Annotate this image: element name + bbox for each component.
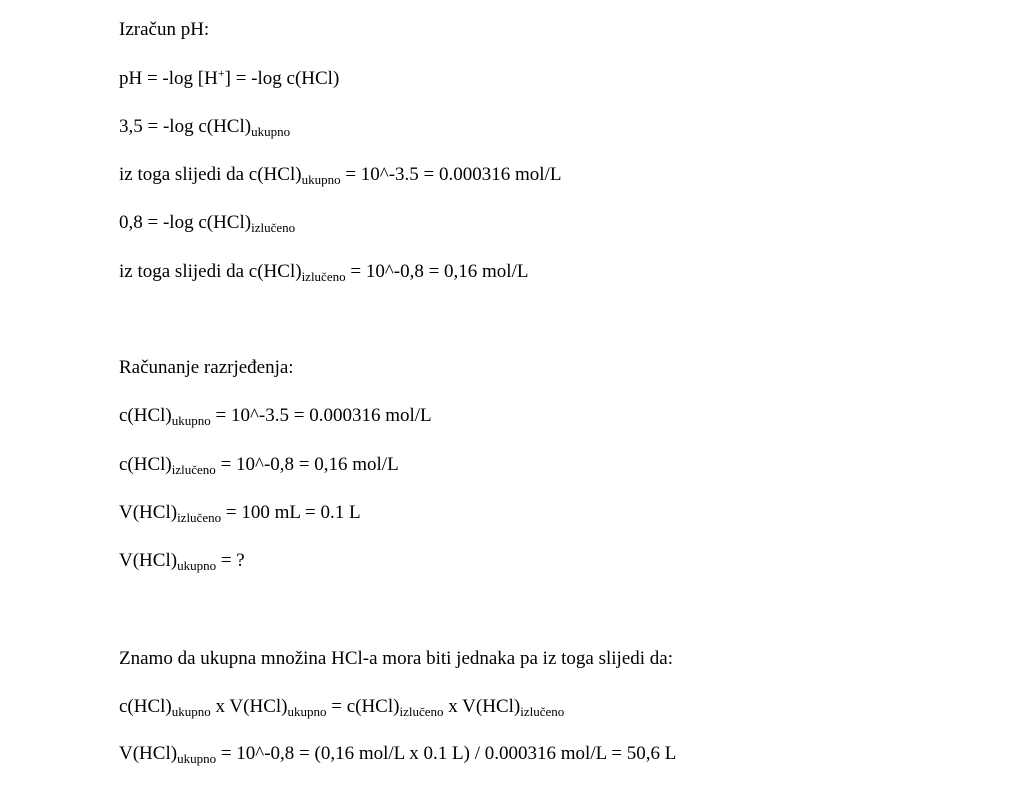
subscript: izlučeno — [520, 704, 565, 719]
text-segment: c(HCl) — [119, 405, 172, 426]
text-segment: = 10^-0,8 = 0,16 mol/L — [345, 261, 529, 282]
subscript: ukupno — [177, 558, 217, 573]
heading-text: Izračun pH: — [119, 19, 210, 40]
ph-definition-line — [119, 68, 339, 90]
subscript: izlučeno — [171, 462, 216, 477]
text-segment: c(HCl) — [119, 696, 172, 717]
text-segment: = ? — [216, 550, 245, 571]
explanation-line — [119, 648, 673, 670]
text-segment: = 10^-0,8 = (0,16 mol/L x 0.1 L) / 0.000316 mol/L = 50,6 L — [216, 743, 677, 764]
text-segment: Znamo da ukupna množina HCl-a mora biti jednaka pa iz toga slijedi da: — [119, 648, 674, 669]
given-volume-extracted-line — [119, 502, 361, 524]
subscript: ukupno — [171, 704, 211, 719]
heading-razrjedenje — [119, 357, 294, 379]
given-conc-extracted-line — [119, 454, 399, 476]
text-segment: ] = -log c(HCl) — [224, 68, 340, 89]
subscript: ukupno — [301, 172, 341, 187]
final-result-line — [119, 743, 676, 765]
subscript: ukupno — [171, 413, 211, 428]
heading-izracun-ph — [119, 19, 209, 41]
subscript: izlučeno — [177, 510, 222, 525]
text-segment: = c(HCl) — [326, 696, 400, 717]
text-segment: x V(HCl) — [210, 696, 288, 717]
text-segment: 0,8 = -log c(HCl) — [119, 212, 252, 233]
subscript: ukupno — [251, 124, 291, 139]
unknown-volume-total-line — [119, 550, 245, 572]
text-segment: iz toga slijedi da c(HCl) — [119, 261, 302, 282]
ph-extracted-line — [119, 212, 295, 234]
text-segment: = 100 mL = 0.1 L — [221, 502, 361, 523]
text-segment: = 10^-3.5 = 0.000316 mol/L — [210, 405, 432, 426]
dilution-equation-line — [119, 696, 564, 718]
superscript: + — [217, 66, 225, 80]
text-segment: V(HCl) — [119, 550, 178, 571]
text-segment: = 10^-3.5 = 0.000316 mol/L — [340, 164, 562, 185]
subscript: izlučeno — [399, 704, 444, 719]
subscript: izlučeno — [251, 220, 296, 235]
subscript: ukupno — [177, 751, 217, 766]
text-segment: pH = -log [H — [119, 68, 218, 89]
text-segment: V(HCl) — [119, 502, 178, 523]
text-segment: x V(HCl) — [443, 696, 521, 717]
heading-text: Računanje razrjeđenja: — [119, 357, 294, 378]
text-segment: c(HCl) — [119, 454, 172, 475]
subscript: ukupno — [287, 704, 327, 719]
text-segment: iz toga slijedi da c(HCl) — [119, 164, 302, 185]
ph-total-line — [119, 116, 290, 138]
text-segment: V(HCl) — [119, 743, 178, 764]
conc-total-result-line — [119, 164, 561, 186]
text-segment: 3,5 = -log c(HCl) — [119, 116, 252, 137]
subscript: izlučeno — [301, 269, 346, 284]
conc-extracted-result-line — [119, 261, 528, 283]
text-segment: = 10^-0,8 = 0,16 mol/L — [215, 454, 399, 475]
given-conc-total-line — [119, 405, 432, 427]
